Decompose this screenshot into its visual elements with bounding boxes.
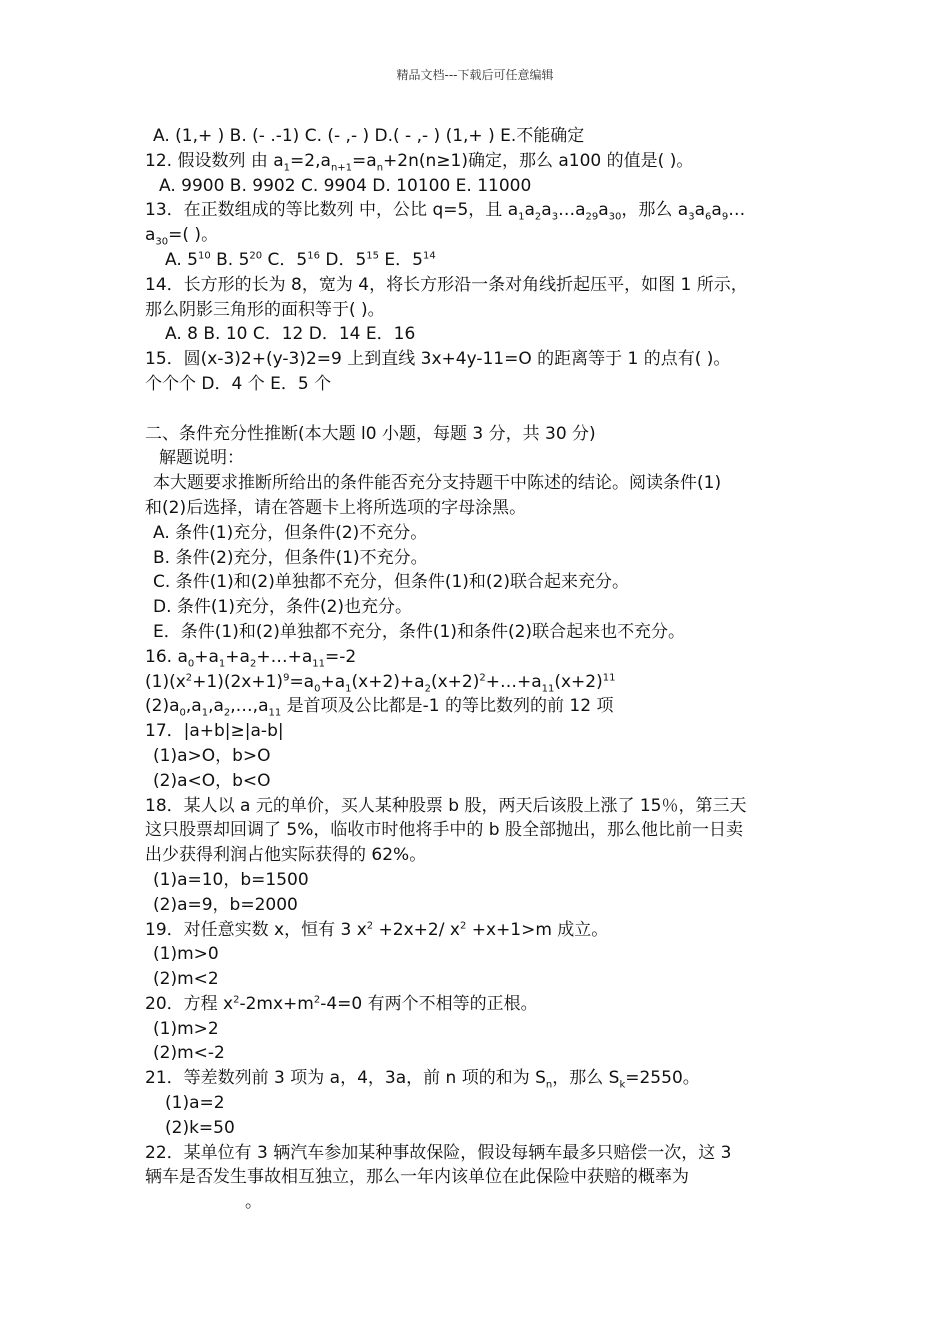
q19-stem: 19．对任意实数 x，恒有 3 $x^2 +2x+2/$ $x^2 +x+1>m$ 成立。 xyxy=(145,919,609,940)
section2-option-a: A. 条件(1)充分，但条件(2)不充分。 xyxy=(153,522,428,543)
spacer xyxy=(145,397,825,422)
section2-note: 本大题要求推断所给出的条件能否充分支持题干中陈述的结论。阅读条件(1) xyxy=(153,473,722,494)
q15-stem: 15．圆(x-3)2+(y-3)2=9 上到直线 3x+4y-11=O 的距离等于 1 的点有( )。 xyxy=(145,349,731,370)
q16-condition-2: $(2)a_0,a_1,a_2,\dots,a_{11}$ 是首项及公比都是-1 的等比数列的前 12 项 xyxy=(145,696,614,719)
q17-condition-2: (2)a<O，b<O xyxy=(153,770,271,791)
section2-option-c: C. 条件(1)和(2)单独都不充分，但条件(1)和(2)联合起来充分。 xyxy=(153,572,629,593)
q18-condition-2: (2)a=9，b=2000 xyxy=(153,894,298,915)
q18-stem: 18．某人以 a 元的单价，买人某种股票 b 股，两天后该股上涨了 15％，第三天 xyxy=(145,795,747,816)
q20-stem: 20．方程 $x^2-2mx+m^2-4=0$ 有两个不相等的正根。 xyxy=(145,993,538,1014)
q22-answer-blank: 。 xyxy=(245,1192,262,1213)
q14-stem-cont: 那么阴影三角形的面积等于( )。 xyxy=(145,299,385,320)
q16-condition-1: $(1)(x^2+1)(2x+1)^9=a_0+a_1(x+2)+a_2(x+2)^2+\dots+a_{11}(x+2)^{11}$ xyxy=(145,671,616,694)
q19-condition-2: (2)m<2 xyxy=(153,969,219,990)
q21-condition-1: (1)a=2 xyxy=(165,1093,225,1114)
q17-condition-1: (1)a>O，b>O xyxy=(153,745,271,766)
q16-stem: 16. $a_0+a_1+a_2+\dots+a_{11}=-2$ xyxy=(145,646,357,670)
q22-stem: 22．某单位有 3 辆汽车参加某种事故保险，假设每辆车最多只赔偿一次，这 3 xyxy=(145,1142,732,1163)
section2-option-e: E．条件(1)和(2)单独都不充分，条件(1)和条件(2)联合起来也不充分。 xyxy=(153,621,686,642)
q14-stem: 14．长方形的长为 8，宽为 4，将长方形沿一条对角线折起压平，如图 1 所示， xyxy=(145,274,748,295)
section2-note-cont: 和(2)后选择，请在答题卡上将所选项的字母涂黑。 xyxy=(145,497,527,518)
q20-condition-2: (2)m<-2 xyxy=(153,1043,225,1064)
q17-stem: 17．|a+b|≥|a-b| xyxy=(145,721,284,742)
q21-condition-2: (2)k=50 xyxy=(165,1117,235,1138)
q11-options: A. (1,+ ) B. (- .-1) C. (- ,- ) D.( - ,- ) (1,+ ) E.不能确定 xyxy=(153,126,585,146)
q13-options: A. $5^{10}$ B. $5^{20}$ C．$5^{16}$ D．$5^{15}$ E．$5^{14}$ xyxy=(165,249,436,270)
q12-options: A. 9900 B. 9902 C. 9904 D. 10100 E. 11000 xyxy=(159,175,532,196)
section2-title: 二、条件充分性推断(本大题 l0 小题，每题 3 分，共 30 分) xyxy=(145,423,596,444)
q21-stem: 21．等差数列前 3 项为 a，4，3a，前 n 项的和为 $S_n$，那么 $S_k=2550$。 xyxy=(145,1068,700,1091)
section2-option-b: B. 条件(2)充分，但条件(1)不充分。 xyxy=(153,547,428,568)
q18-stem-cont: 这只股票却回调了 5%，临收市时他将手中的 b 股全部抛出，那么他比前一日卖 xyxy=(145,820,743,841)
q18-stem-cont-2: 出少获得利润占他实际获得的 62%。 xyxy=(145,845,427,866)
q18-condition-1: (1)a=10，b=1500 xyxy=(153,869,309,890)
q14-options: A. 8 B. 10 C．12 D．14 E．16 xyxy=(165,324,416,345)
q13-stem-cont: $a_{30}=$( )。 xyxy=(145,225,219,248)
document-body xyxy=(145,124,825,1215)
section2-note-label: 解题说明： xyxy=(159,448,244,469)
q20-condition-1: (1)m>2 xyxy=(153,1018,219,1039)
page-header: 精品文档---下载后可任意编辑 xyxy=(396,68,554,82)
q15-options: 个个个 D．4 个 E．5 个 xyxy=(145,373,332,394)
q22-stem-cont: 辆车是否发生事故相互独立，那么一年内该单位在此保险中获赔的概率为 xyxy=(145,1167,689,1188)
q13-stem: 13．在正数组成的等比数列 中，公比 q=5，且 $a_1a_2a_3\dots a_{29}a_{30}$，那么 $a_3a_6a_9\dots$ xyxy=(145,200,746,223)
section2-option-d: D. 条件(1)充分，条件(2)也充分。 xyxy=(153,597,413,618)
q12-stem: 12. 假设数列 由 $a_1=2,a_{n+1}=a_n+2n(n\ge 1)$确定，那么 a100 的值是( )。 xyxy=(145,150,694,174)
q19-condition-1: (1)m>0 xyxy=(153,944,219,965)
